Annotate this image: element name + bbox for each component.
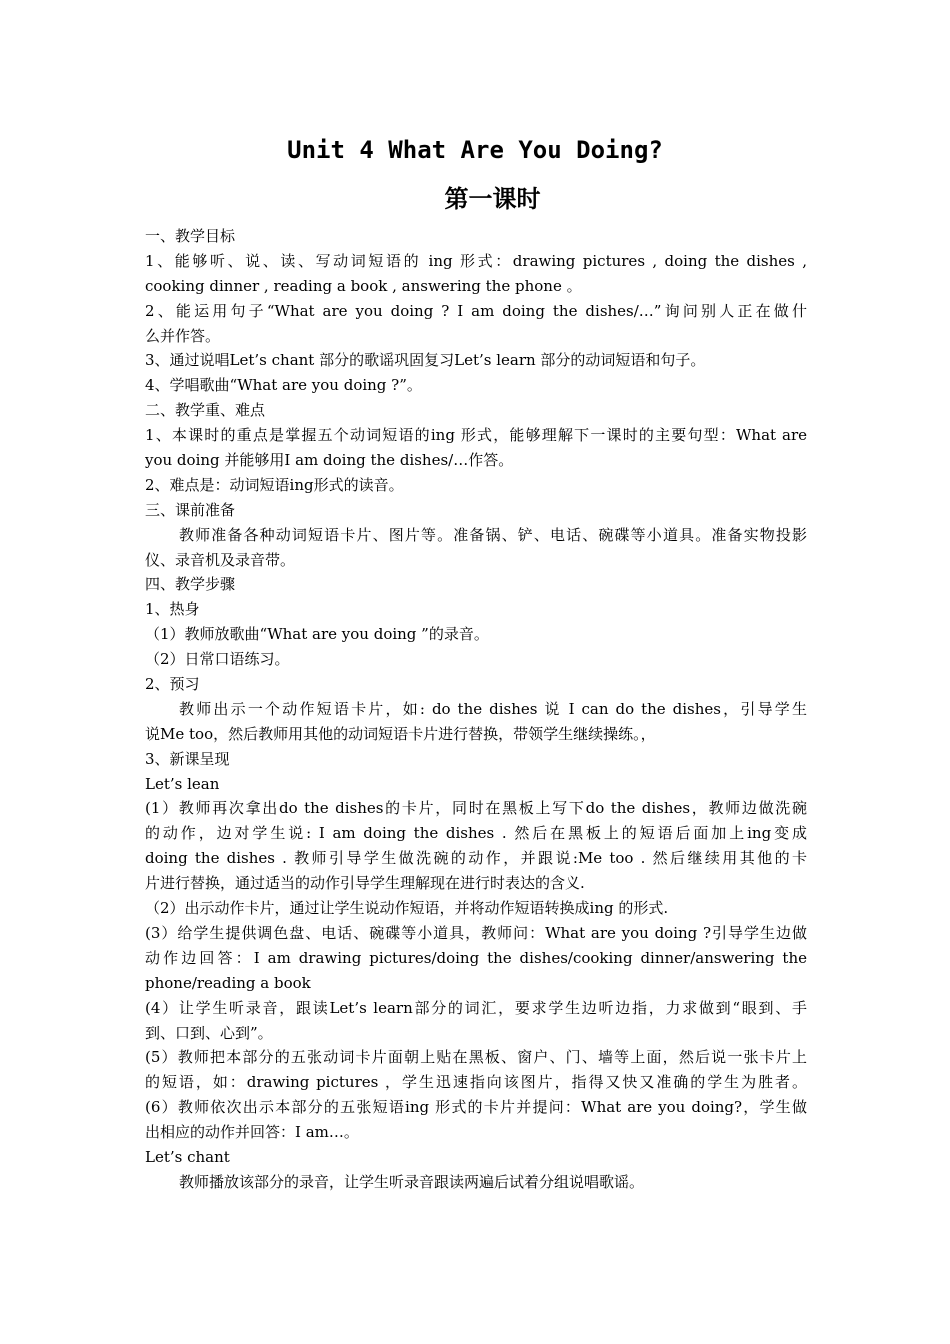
paragraph-line: 出相应的动作并回答：I am…。	[145, 1123, 359, 1142]
sub-heading: Let’s lean	[145, 774, 220, 793]
paragraph-line: （2）日常口语练习。	[145, 650, 290, 669]
paragraph-line: 的短语，如：drawing pictures ，学生迅速指向该图片，指得又快又准确的学生为胜者。	[145, 1073, 807, 1092]
paragraph-line: doing the dishes . 教师引导学生做洗碗的动作，并跟说:Me too . 然后继续用其他的卡	[145, 849, 807, 868]
document-subtitle: 第一课时	[444, 185, 541, 213]
paragraph-line: 4、学唱歌曲“What are you doing ?”。	[145, 376, 422, 395]
paragraph-line: (5）教师把本部分的五张动词卡片面朝上贴在黑板、窗户、门、墙等上面，然后说一张卡片上	[145, 1048, 807, 1067]
step-heading: 3、新课呈现	[145, 749, 230, 768]
paragraph-line: cooking dinner , reading a book , answering the phone 。	[145, 276, 582, 295]
section-heading: 四、教学步骤	[145, 575, 236, 594]
paragraph-line: 3、通过说唱Let’s chant 部分的歌谣巩固复习Let’s learn 部分的动词短语和句子。	[145, 351, 706, 370]
paragraph-line: 2、难点是：动词短语ing形式的读音。	[145, 475, 404, 494]
paragraph-line: (4）让学生听录音，跟读Let’s learn部分的词汇，要求学生边听边指，力求做到“眼到、手	[145, 998, 807, 1017]
document-title: Unit 4 What Are You Doing?	[287, 136, 663, 164]
step-heading: 1、热身	[145, 600, 200, 619]
paragraph-line: 动作边回答：I am drawing pictures/doing the dishes/cooking dinner/answering the	[145, 948, 807, 967]
paragraph-line: 教师播放该部分的录音，让学生听录音跟读两遍后试着分组说唱歌谣。	[179, 1172, 645, 1191]
step-heading: 2、预习	[145, 675, 200, 694]
paragraph-line: 1、能够听、说、读、写动词短语的 ing 形式：drawing pictures , doing the dishes ,	[145, 251, 807, 270]
paragraph-line: （1）教师放歌曲“What are you doing ”的录音。	[145, 625, 489, 644]
paragraph-line: (6）教师依次出示本部分的五张短语ing 形式的卡片并提问：What are you doing?，学生做	[145, 1098, 807, 1117]
paragraph-line: (3）给学生提供调色盘、电话、碗碟等小道具，教师问：What are you doing ?引导学生边做	[145, 923, 807, 942]
paragraph-line: 的动作，边对学生说: I am doing the dishes . 然后在黑板上的短语后面加上ing变成	[145, 824, 807, 843]
section-heading: 一、教学目标	[145, 227, 236, 245]
paragraph-line: 到、口到、心到”。	[145, 1023, 273, 1042]
sub-heading: Let’s chant	[145, 1147, 230, 1166]
paragraph-line: 么并作答。	[145, 326, 221, 345]
paragraph-line: 片进行替换，通过适当的动作引导学生理解现在进行时表达的含义.	[145, 874, 585, 893]
paragraph-line: 教师出示一个动作短语卡片，如: do the dishes 说 I can do the dishes，引导学生	[179, 699, 807, 718]
paragraph-line: (1）教师再次拿出do the dishes的卡片，同时在黑板上写下do the dishes，教师边做洗碗	[145, 799, 807, 818]
paragraph-line: 教师准备各种动词短语卡片、图片等。准备锅、铲、电话、碗碟等小道具。准备实物投影	[179, 525, 807, 544]
section-heading: 二、教学重、难点	[145, 401, 266, 420]
paragraph-line: you doing 并能够用I am doing the dishes/…作答。	[145, 451, 514, 470]
paragraph-line: 1、本课时的重点是掌握五个动词短语的ing 形式，能够理解下一课时的主要句型：What are	[145, 426, 807, 445]
paragraph-line: phone/reading a book	[145, 973, 311, 992]
paragraph-line: 说Me too，然后教师用其他的动词短语卡片进行替换，带领学生继续操练。，	[145, 724, 656, 743]
paragraph-line: 仪、录音机及录音带。	[145, 550, 296, 569]
paragraph-line: （2）出示动作卡片，通过让学生说动作短语，并将动作短语转换成ing 的形式.	[145, 899, 669, 918]
document-body	[145, 224, 807, 1195]
paragraph-line: 2、能运用句子“What are you doing ? I am doing the dishes/…”询问别人正在做什	[145, 301, 807, 320]
section-heading: 三、课前准备	[145, 500, 236, 519]
